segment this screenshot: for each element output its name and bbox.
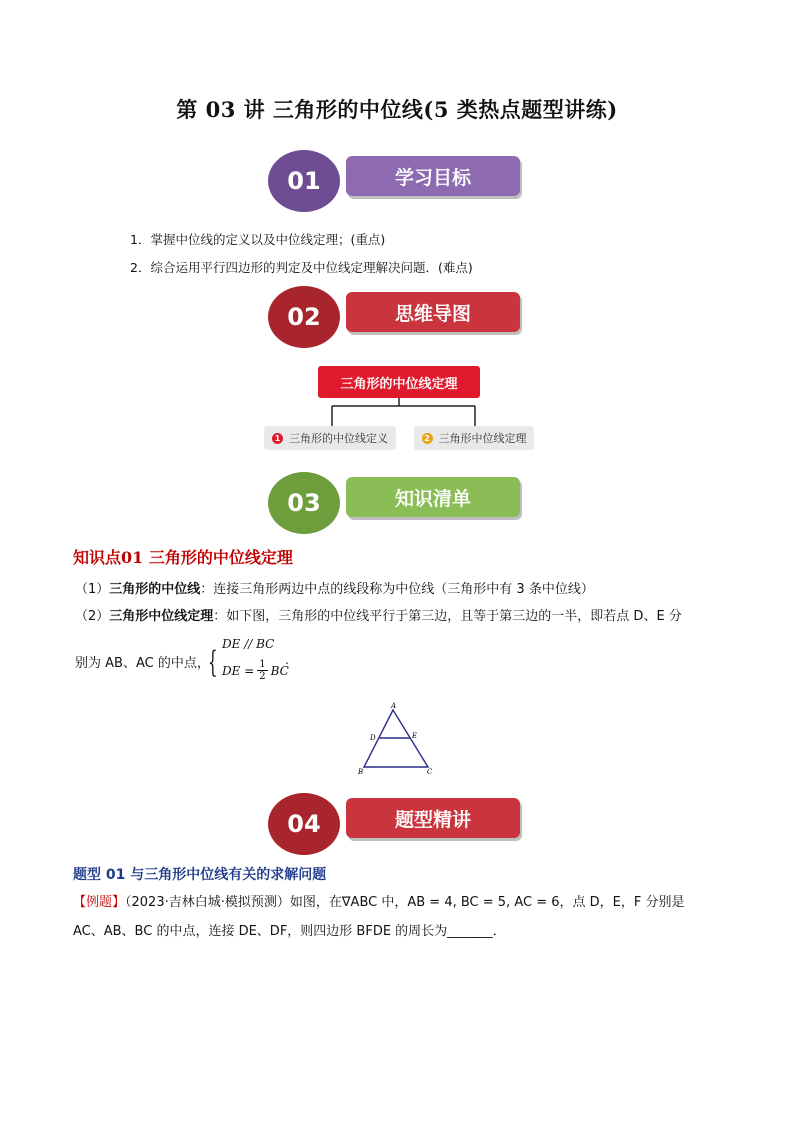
vertex-a-label: A <box>391 702 397 710</box>
example-line-1 <box>73 893 684 913</box>
knowledge-paragraph-1 <box>75 580 594 600</box>
mindmap-child-1 <box>264 426 396 450</box>
section-04-banner <box>346 798 520 838</box>
example-line-2: AC、AB、BC 的中点，连接 DE、DF，则四边形 BFDE 的周长为_______． <box>73 924 506 939</box>
mindmap-child-2-label: 三角形中位线定理 <box>438 432 527 445</box>
section-02-number: 02 <box>287 303 321 331</box>
knowledge-paragraph-2 <box>75 607 682 627</box>
mindmap-connectors <box>320 398 490 428</box>
p1-prefix: （1） <box>75 582 110 597</box>
vertex-c-label: C <box>427 768 433 776</box>
number-1-icon: 1 <box>272 433 283 444</box>
vertex-b-label: B <box>358 768 364 776</box>
equation-line-2 <box>222 659 289 682</box>
p2-prefix: （2） <box>75 609 110 624</box>
objective-2: 2．综合运用平行四边形的判定及中位线定理解决问题．(难点) <box>130 260 473 275</box>
section-01-banner <box>346 156 520 196</box>
mindmap-child-2 <box>414 426 534 450</box>
section-04-badge <box>268 793 340 855</box>
section-02-banner <box>346 292 520 332</box>
section-01-number: 01 <box>287 167 321 195</box>
section-01-label: 学习目标 <box>394 166 471 189</box>
equation-period: . <box>285 653 289 667</box>
eq2-right: BC <box>270 663 289 678</box>
eq2-left: DE = <box>222 663 255 678</box>
number-2-icon: 2 <box>422 433 433 444</box>
question-type-heading: 题型 01 与三角形中位线有关的求解问题 <box>73 867 327 883</box>
knowledge-paragraph-3: 别为 AB、AC 的中点， <box>75 656 210 671</box>
example-text-1: （2023·吉林白城·模拟预测）如图，在∇ABC 中，AB = 4, BC = 5, AC = 6，点 D，E，F 分别是 <box>125 895 685 910</box>
equation-brace: { <box>208 645 218 680</box>
section-03-label: 知识清单 <box>394 487 471 510</box>
point-d-label: D <box>370 734 376 742</box>
p1-term: 三角形的中位线 <box>109 582 201 597</box>
fraction-half <box>257 659 267 682</box>
section-04-label: 题型精讲 <box>394 808 471 831</box>
section-03-banner <box>346 477 520 517</box>
p1-text: ：连接三角形两边中点的线段称为中位线（三角形中有 3 条中位线） <box>200 582 594 597</box>
point-e-label: E <box>412 732 418 740</box>
p2-term: 三角形中位线定理 <box>109 609 214 624</box>
section-02-badge <box>268 286 340 348</box>
triangle-figure <box>355 700 445 780</box>
mindmap-root-label: 三角形的中位线定理 <box>340 376 458 392</box>
example-tag: 【例题】 <box>73 895 126 910</box>
equation-line-1: DE // BC <box>222 637 275 651</box>
fraction-denominator: 2 <box>259 671 266 682</box>
section-04-number: 04 <box>287 810 321 838</box>
section-02-label: 思维导图 <box>394 302 471 325</box>
section-03-number: 03 <box>287 489 321 517</box>
knowledge-heading: 知识点01 三角形的中位线定理 <box>73 548 293 567</box>
section-01-badge <box>268 150 340 212</box>
mindmap-root <box>318 366 480 398</box>
fraction-numerator: 1 <box>259 659 266 670</box>
mindmap-child-1-label: 三角形的中位线定义 <box>289 432 388 445</box>
section-03-badge <box>268 472 340 534</box>
p2-text: ：如下图，三角形的中位线平行于第三边，且等于第三边的一半，即若点 D、E 分 <box>213 609 682 624</box>
page-title: 第 03 讲 三角形的中位线(5 类热点题型讲练) <box>176 97 618 122</box>
objective-1: 1．掌握中位线的定义以及中位线定理；(重点) <box>130 232 386 247</box>
